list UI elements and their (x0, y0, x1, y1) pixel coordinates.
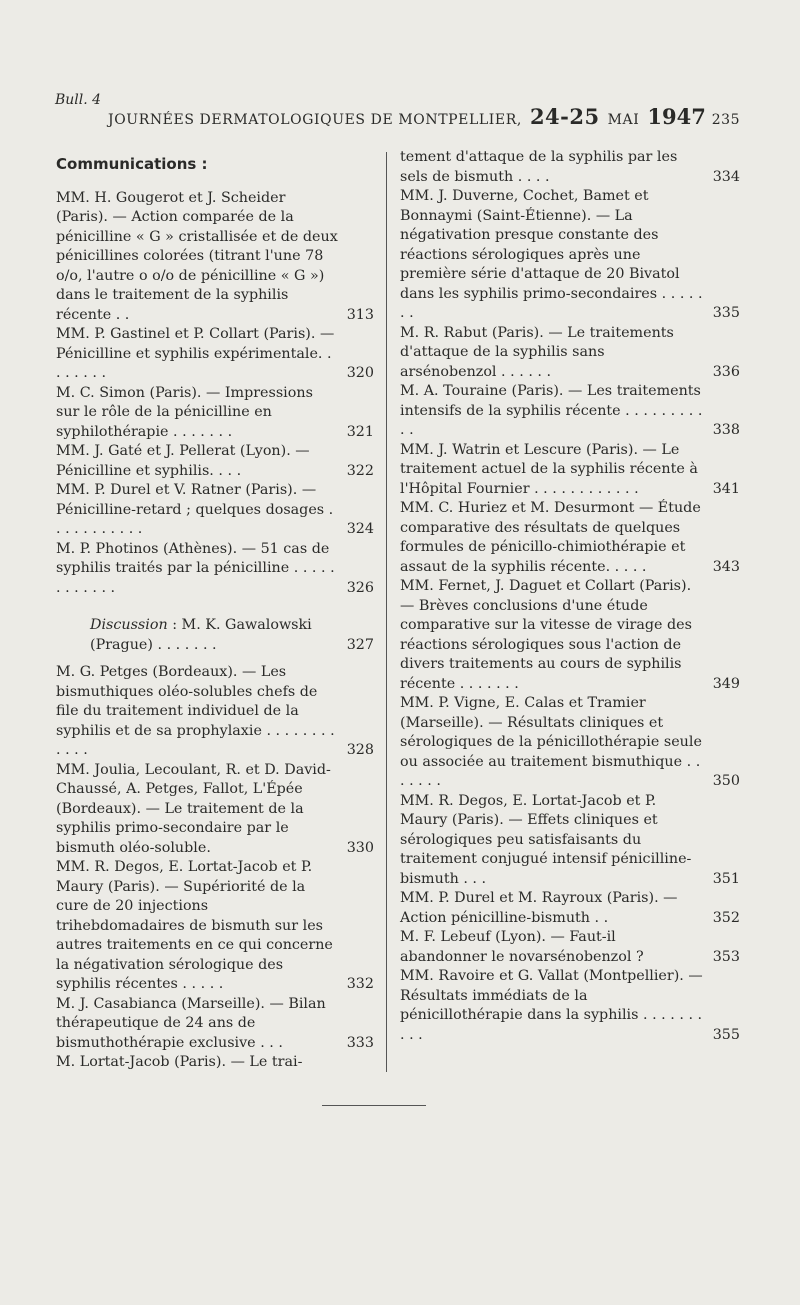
toc-entry (56, 858, 374, 995)
toc-entry (56, 663, 374, 761)
entry-text: MM. R. Degos, E. Lortat-Jacob et P. Maury (Paris). — Effets cliniques et sérologiques peu satisfaisants du traitement conjugué intensif pénicilline-bismuth . . . (400, 792, 692, 887)
entry-text: MM. P. Durel et M. Rayroux (Paris). — Action pénicilline-bismuth . . (400, 890, 678, 926)
entry-text: MM. P. Durel et V. Ratner (Paris). — Pénicilline-retard ; quelques dosages . . . . . . . . . . . (56, 482, 334, 537)
running-header (108, 104, 740, 129)
entry-text: M. P. Photinos (Athènes). — 51 cas de syphilis traités par la pénicilline . . . . . . . . . . . . (56, 540, 335, 596)
entry-text: M. C. Simon (Paris). — Impressions sur le rôle de la pénicilline en syphilothérapie . . . . . . . (56, 384, 313, 440)
header-month: MAI (607, 112, 640, 128)
discussion-text: : M. K. Gawalowski (Prague) . . . . . . . (90, 617, 312, 653)
entry-text: MM. P. Gastinel et P. Collart (Paris). — Pénicilline et syphilis expérimentale. . . . . . . . (56, 326, 335, 381)
entry-page: 352 (712, 909, 740, 926)
entry-text: MM. Ravoire et G. Vallat (Montpellier). — Résultats immédiats de la pénicillothérapie dans la syphilis . . . . . . . . . . (400, 968, 703, 1043)
entry-page: 332 (346, 976, 374, 992)
toc-entry (400, 694, 740, 792)
entry-page: 351 (712, 870, 740, 887)
entry-text: MM. C. Huriez et M. Desurmont — Étude comparative des résultats de quelques formules de pénicillo-chimiothérapie et assaut de la syphilis récente. . . . . (400, 500, 701, 575)
entry-page: 341 (712, 480, 740, 497)
entry-page: 353 (712, 948, 740, 965)
entry-page: 334 (712, 168, 740, 185)
toc-entry (400, 967, 740, 1045)
entry-text: MM. Fernet, J. Daguet et Collart (Paris). — Brèves conclusions d'une étude comparative sur la vitesse de virage des réactions sérologiques sous l'action de divers traitements au cours de syphilis récente . . . . . . . (400, 578, 692, 692)
toc-entry (400, 499, 740, 577)
entry-page: 324 (346, 521, 374, 537)
discussion-entry (56, 616, 374, 655)
entry-page: 322 (346, 462, 374, 479)
discussion-page: 327 (346, 636, 374, 653)
toc-entry (56, 189, 374, 326)
toc-entry (400, 324, 740, 383)
toc-entry (400, 928, 740, 967)
entry-text: M. J. Casabianca (Marseille). — Bilan thérapeutique de 24 ans de bismuthothérapie exclusive . . . (56, 995, 326, 1051)
entry-page: 320 (346, 365, 374, 381)
entry-text: M. F. Lebeuf (Lyon). — Faut-il abandonner le novarsénobenzol ? (400, 929, 644, 965)
toc-entry (56, 995, 374, 1054)
page-number: 235 (711, 112, 740, 128)
bulletin-ref: Bull. 4 (55, 92, 102, 108)
toc-entry (400, 889, 740, 928)
entry-text: MM. P. Vigne, E. Calas et Tramier (Marseille). — Résultats cliniques et sérologiques de la pénicillothérapie seule ou associée au traitement bismuthique . . . . . . . (400, 695, 702, 789)
entry-page: 355 (712, 1026, 740, 1043)
entry-text: MM. J. Watrin et Lescure (Paris). — Le traitement actuel de la syphilis récente à l'Hôpital Fournier . . . . . . . . . . . . (400, 441, 698, 497)
toc-entry (56, 384, 374, 443)
entry-text: tement d'attaque de la syphilis par les sels de bismuth . . . . (400, 149, 678, 185)
toc-entry (56, 481, 374, 540)
entry-text: MM. H. Gougerot et J. Scheider (Paris). — Action comparée de la pénicilline « G » cristallisée et de deux pénicillines colorées (titrant l'une 78 o/o, l'autre o o/o de pénicilline « G ») dans le traitement de la syphilis récente . . (56, 189, 338, 323)
entry-page: 338 (712, 422, 740, 438)
entry-page: 330 (346, 839, 374, 856)
section-heading: Communications : (56, 155, 208, 173)
toc-entry (56, 761, 374, 859)
entry-text: M. Lortat-Jacob (Paris). — Le trai- (56, 1054, 303, 1070)
entry-page: 328 (346, 742, 374, 758)
left-entries (56, 189, 374, 599)
entry-text: MM. J. Duverne, Cochet, Bamet et Bonnaymi (Saint-Étienne). — La négativation presque constante des réactions sérologiques après une première série d'attaque de 20 Bivatol dans les syphilis primo-secondaires . . . . . . . (400, 188, 703, 321)
toc-entry (56, 325, 374, 384)
entry-page: 333 (346, 1034, 374, 1051)
entry-page: 349 (712, 675, 740, 692)
entry-page: 321 (346, 423, 374, 440)
entry-text: M. A. Touraine (Paris). — Les traitements intensifs de la syphilis récente . . . . . . . . . . . (400, 383, 703, 438)
toc-entry (400, 187, 740, 324)
entry-page: 326 (346, 579, 374, 596)
left-column (56, 155, 374, 1073)
toc-entry (56, 442, 374, 481)
entry-page: 343 (712, 558, 740, 575)
column-divider (386, 152, 387, 1072)
toc-entry (400, 577, 740, 694)
toc-entry (56, 1053, 374, 1073)
header-year: 1947 (647, 104, 706, 129)
end-rule (322, 1105, 426, 1106)
right-column (400, 148, 740, 1045)
entry-text: MM. J. Gaté et J. Pellerat (Lyon). — Pénicilline et syphilis. . . . (56, 443, 310, 479)
entry-text: MM. Joulia, Lecoulant, R. et D. David-Chaussé, A. Petges, Fallot, L'Épée (Bordeaux). — Le traitement de la syphilis primo-secondaire par le bismuth oléo-soluble. (56, 761, 331, 856)
header-title: JOURNÉES DERMATOLOGIQUES DE MONTPELLIER, (108, 112, 522, 128)
entry-text: M. R. Rabut (Paris). — Le traitements d'attaque de la syphilis sans arsénobenzol . . . . . . (400, 324, 674, 380)
entry-text: MM. R. Degos, E. Lortat-Jacob et P. Maury (Paris). — Supériorité de la cure de 20 injections trihebdomadaires de bismuth sur les autres traitements en ce qui concerne la négativation sérologique des syphilis récentes . . . . . (56, 859, 333, 992)
toc-entry (56, 540, 374, 599)
toc-entry (400, 441, 740, 500)
entry-page: 336 (712, 363, 740, 380)
right-entries (400, 148, 740, 1045)
toc-entry (400, 792, 740, 890)
toc-entry (400, 382, 740, 441)
entry-text: M. G. Petges (Bordeaux). — Les bismuthiques oléo-solubles chefs de file du traitement individuel de la syphilis et de sa prophylaxie . . . . . . . . . . . . (56, 664, 335, 758)
entry-page: 313 (346, 306, 374, 323)
entry-page: 335 (712, 305, 740, 321)
entry-page: 350 (712, 773, 740, 789)
discussion-label: Discussion (90, 617, 168, 633)
left-entries-continued (56, 663, 374, 1073)
header-date: 24-25 (529, 104, 600, 129)
toc-entry (400, 148, 740, 187)
